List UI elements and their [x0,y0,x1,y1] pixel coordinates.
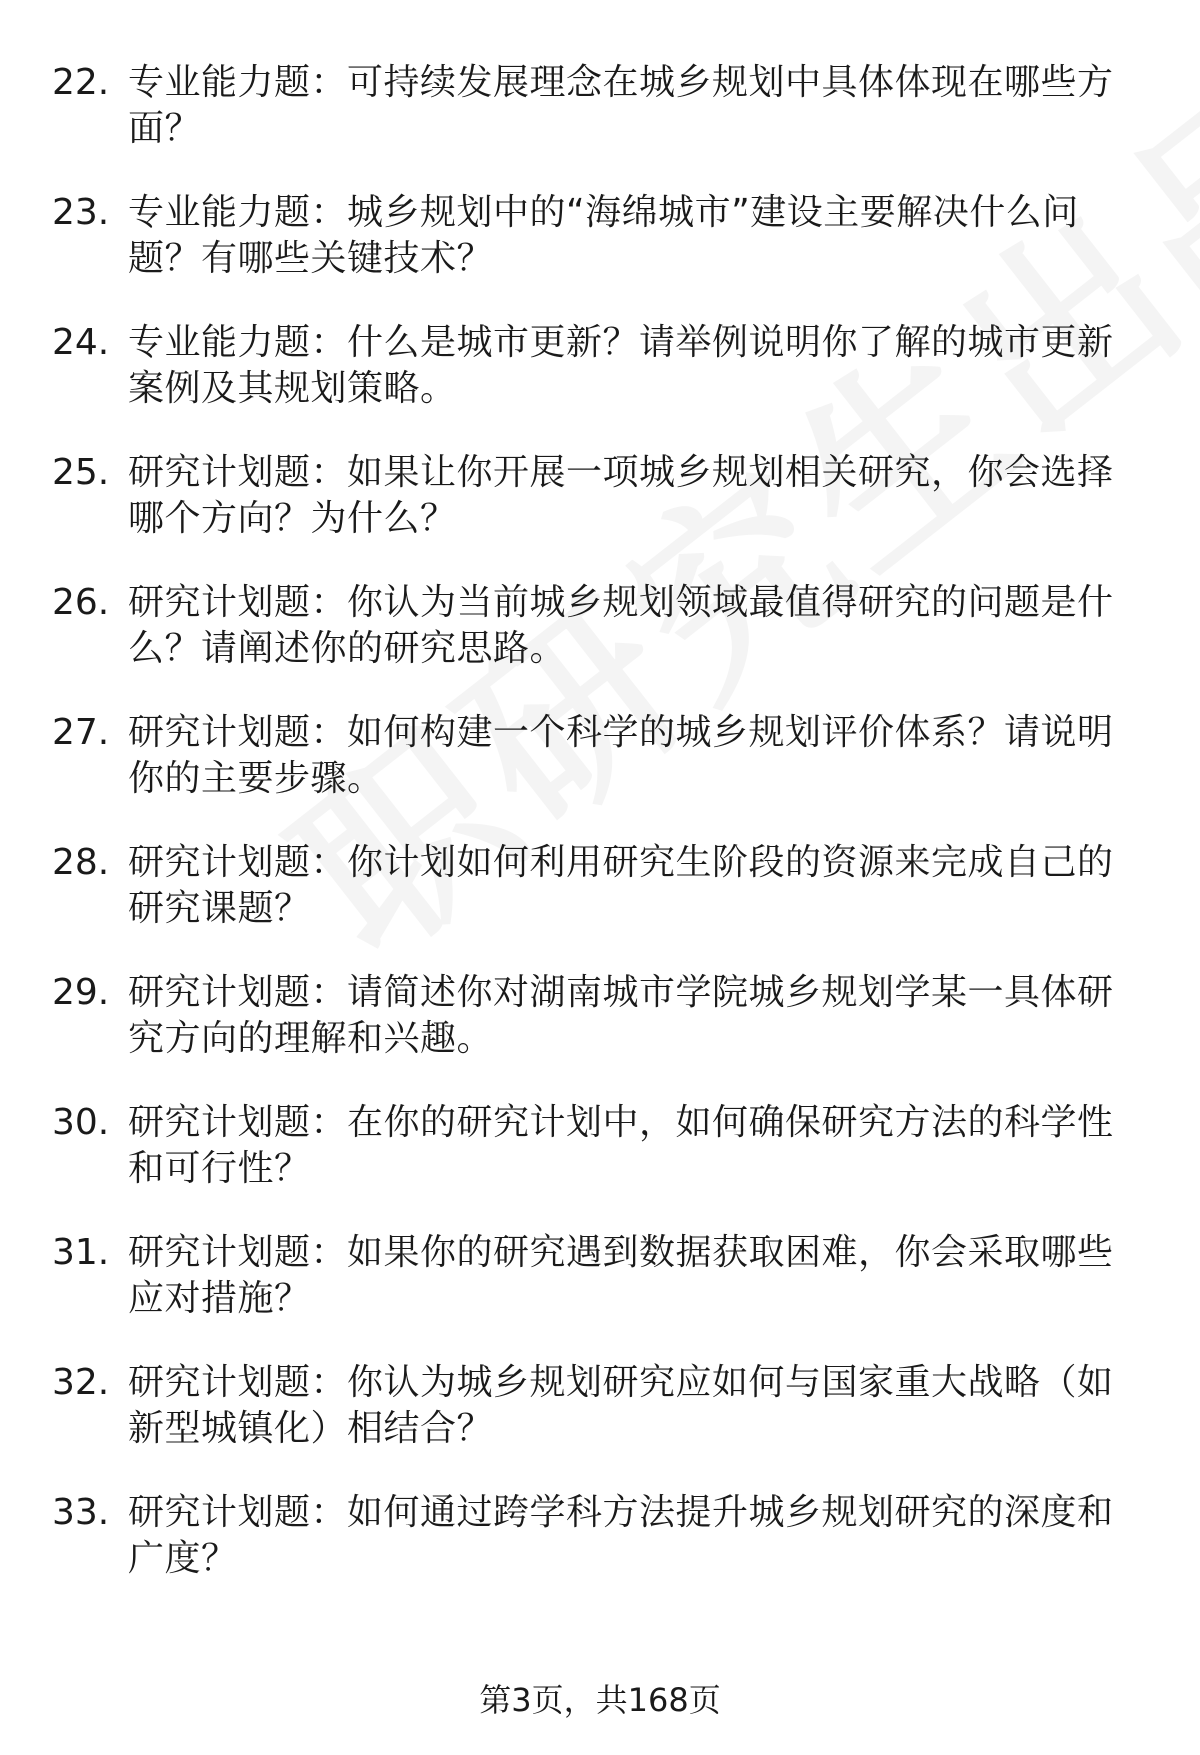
question-number: 31. [52,1232,110,1273]
question-number: 30. [52,1102,110,1143]
question-item-22 [0,60,1200,190]
question-number: 22. [52,62,110,103]
question-text: 专业能力题：可持续发展理念在城乡规划中具体体现在哪些方面？ [128,62,1114,149]
question-text: 研究计划题：如何通过跨学科方法提升城乡规划研究的深度和广度？ [128,1492,1114,1579]
question-number: 26. [52,582,110,623]
question-number: 29. [52,972,110,1013]
question-list [0,60,1200,1620]
question-item-24 [0,320,1200,450]
question-item-25 [0,450,1200,580]
question-number: 33. [52,1492,110,1533]
question-text: 专业能力题：城乡规划中的“海绵城市”建设主要解决什么问题？有哪些关键技术？ [128,192,1079,279]
question-number: 32. [52,1362,110,1403]
question-item-30 [0,1100,1200,1230]
question-number: 23. [52,192,110,233]
question-item-28 [0,840,1200,970]
question-number: 25. [52,452,110,493]
question-number: 24. [52,322,110,363]
question-text: 研究计划题：如果让你开展一项城乡规划相关研究，你会选择哪个方向？为什么？ [128,452,1114,539]
question-item-29 [0,970,1200,1100]
question-text: 专业能力题：什么是城市更新？请举例说明你了解的城市更新案例及其规划策略。 [128,322,1114,409]
question-item-33 [0,1490,1200,1620]
question-text: 研究计划题：你计划如何利用研究生阶段的资源来完成自己的研究课题？ [128,842,1114,929]
question-item-31 [0,1230,1200,1360]
question-text: 研究计划题：你认为当前城乡规划领域最值得研究的问题是什么？请阐述你的研究思路。 [128,582,1114,669]
question-text: 研究计划题：如何构建一个科学的城乡规划评价体系？请说明你的主要步骤。 [128,712,1114,799]
question-text: 研究计划题：请简述你对湖南城市学院城乡规划学某一具体研究方向的理解和兴趣。 [128,972,1114,1059]
question-number: 27. [52,712,110,753]
question-item-32 [0,1360,1200,1490]
question-text: 研究计划题：你认为城乡规划研究应如何与国家重大战略（如新型城镇化）相结合？ [128,1362,1114,1449]
question-item-26 [0,580,1200,710]
question-item-23 [0,190,1200,320]
question-number: 28. [52,842,110,883]
page-footer: 第3页，共168页 [479,1681,721,1719]
question-item-27 [0,710,1200,840]
question-text: 研究计划题：如果你的研究遇到数据获取困难，你会采取哪些应对措施？ [128,1232,1114,1319]
question-text: 研究计划题：在你的研究计划中，如何确保研究方法的科学性和可行性？ [128,1102,1114,1189]
